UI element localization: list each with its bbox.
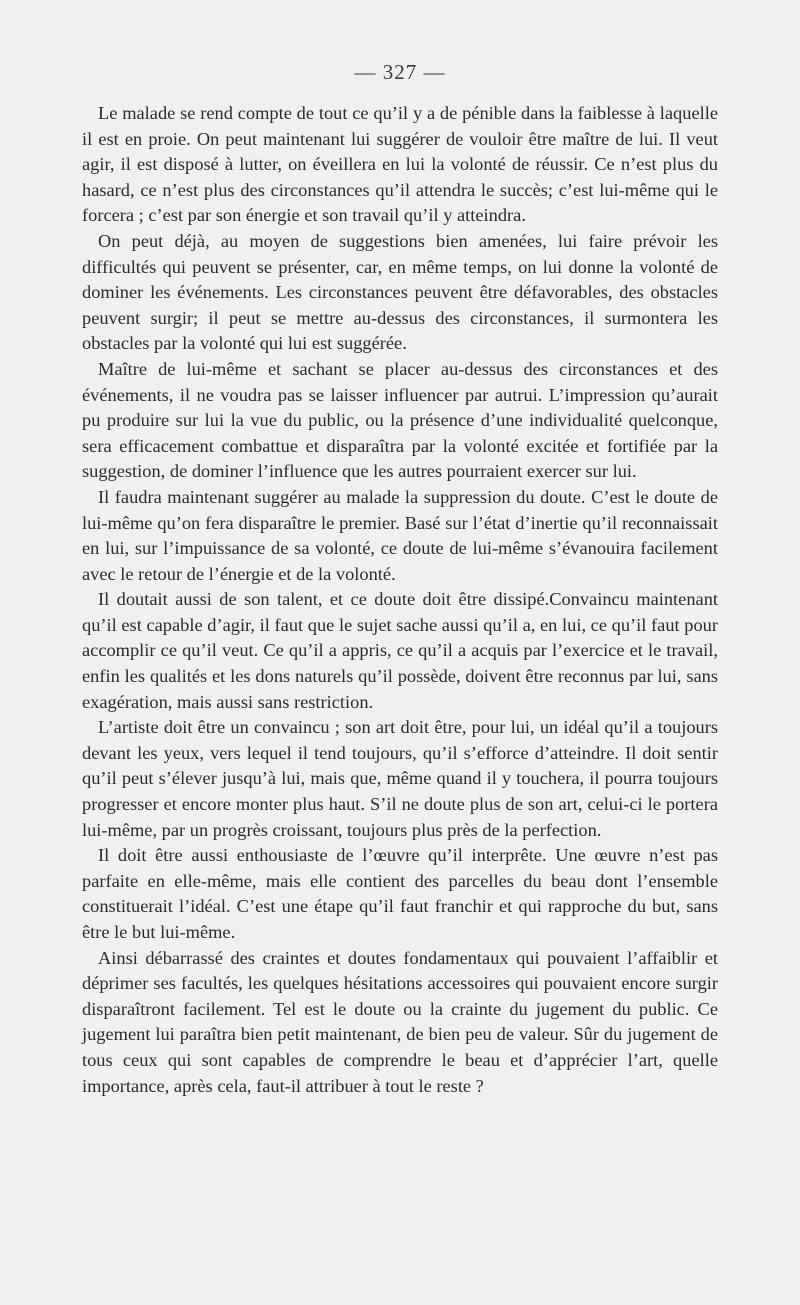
paragraph-6: L’artiste doit être un convaincu ; son art doit être, pour lui, un idéal qu’il a toujours devant les yeux, vers lequel il tend toujours, qu’il s’efforce d’atteindre. Il doit sentir qu’il peut s’élever jusqu’à lui, mais que, même quand il y touchera, il pourra toujours progresser et encore monter plus haut. S’il ne doute plus de son art, celui-ci le portera lui-même, par un progrès croissant, toujours plus près de la perfection. (82, 717, 718, 840)
paragraph-1: Le malade se rend compte de tout ce qu’il y a de pénible dans la faiblesse à laquelle il est en proie. On peut maintenant lui suggérer de vouloir être maître de lui. Il veut agir, il est disposé à lutter, on éveillera en lui la volonté de réussir. Ce n’est plus du hasard, ce n’est plus des circonstances qu’il attendra le succès; c’est lui-même qui le forcera ; c’est par son énergie et son travail qu’il y atteindra. (82, 103, 718, 226)
page-number: — 327 — (354, 60, 446, 84)
paragraph-4: Il faudra maintenant suggérer au malade la suppression du doute. C’est le doute de lui-même qu’on fera disparaître le premier. Basé sur l’état d’inertie qu’il reconnaissait en lui, sur l’impuissance de sa volonté, ce doute de lui-même s’évanouira facilement avec le retour de l’énergie et de la volonté. (82, 486, 718, 584)
paragraph-2: On peut déjà, au moyen de suggestions bien amenées, lui faire prévoir les difficultés qui peuvent se présenter, car, en même temps, on lui donne la volonté de dominer les événements. Les circonstances peuvent être défavorables, des obstacles peuvent surgir; il peut se mettre au-dessus des circonstances, il surmontera les obstacles par la volonté qui lui est suggérée. (82, 230, 718, 354)
paragraph-3: Maître de lui-même et sachant se placer au-dessus des circonstances et des événements, il ne voudra pas se laisser influencer par autrui. L’impression qu’aurait pu produire sur lui la vue du public, ou la présence d’une individualité quelconque, sera efficacement combattue et disparaîtra par la volonté excitée et fortifiée par la suggestion, de dominer l’influence que les autres pourraient exercer sur lui. (82, 358, 718, 482)
paragraph-8: Ainsi débarrassé des craintes et doutes fondamentaux qui pouvaient l’affaiblir et déprimer ses facultés, les quelques hésitations accessoires qui pouvaient encore surgir disparaîtront facilement. Tel est le doute ou la crainte du jugement du public. Ce jugement lui paraîtra bien petit maintenant, de bien peu de valeur. Sûr du jugement de tous ceux qui sont capables de comprendre le beau et d’apprécier l’art, quelle importance, après cela, faut-il attribuer à tout le reste ? (82, 947, 718, 1096)
paragraph-5: Il doutait aussi de son talent, et ce doute doit être dissipé.Convaincu maintenant qu’il est capable d’agir, il faut que le sujet sache aussi qu’il a, en lui, ce qu’il faut pour accomplir ce qu’il veut. Ce qu’il a appris, ce qu’il a acquis par l’exercice et le travail, enfin les qualités et les dons naturels qu’il possède, doivent être reconnus par lui, sans exagération, mais aussi sans restriction. (82, 589, 718, 712)
book-page (82, 60, 718, 1099)
paragraph-7: Il doit être aussi enthousiaste de l’œuvre qu’il interprête. Une œuvre n’est pas parfaite en elle-même, mais elle contient des parcelles du beau dont l’ensemble constituerait l’idéal. C’est une étape qu’il faut franchir et qui rapproche du but, sans être le but lui-même. (82, 845, 718, 942)
